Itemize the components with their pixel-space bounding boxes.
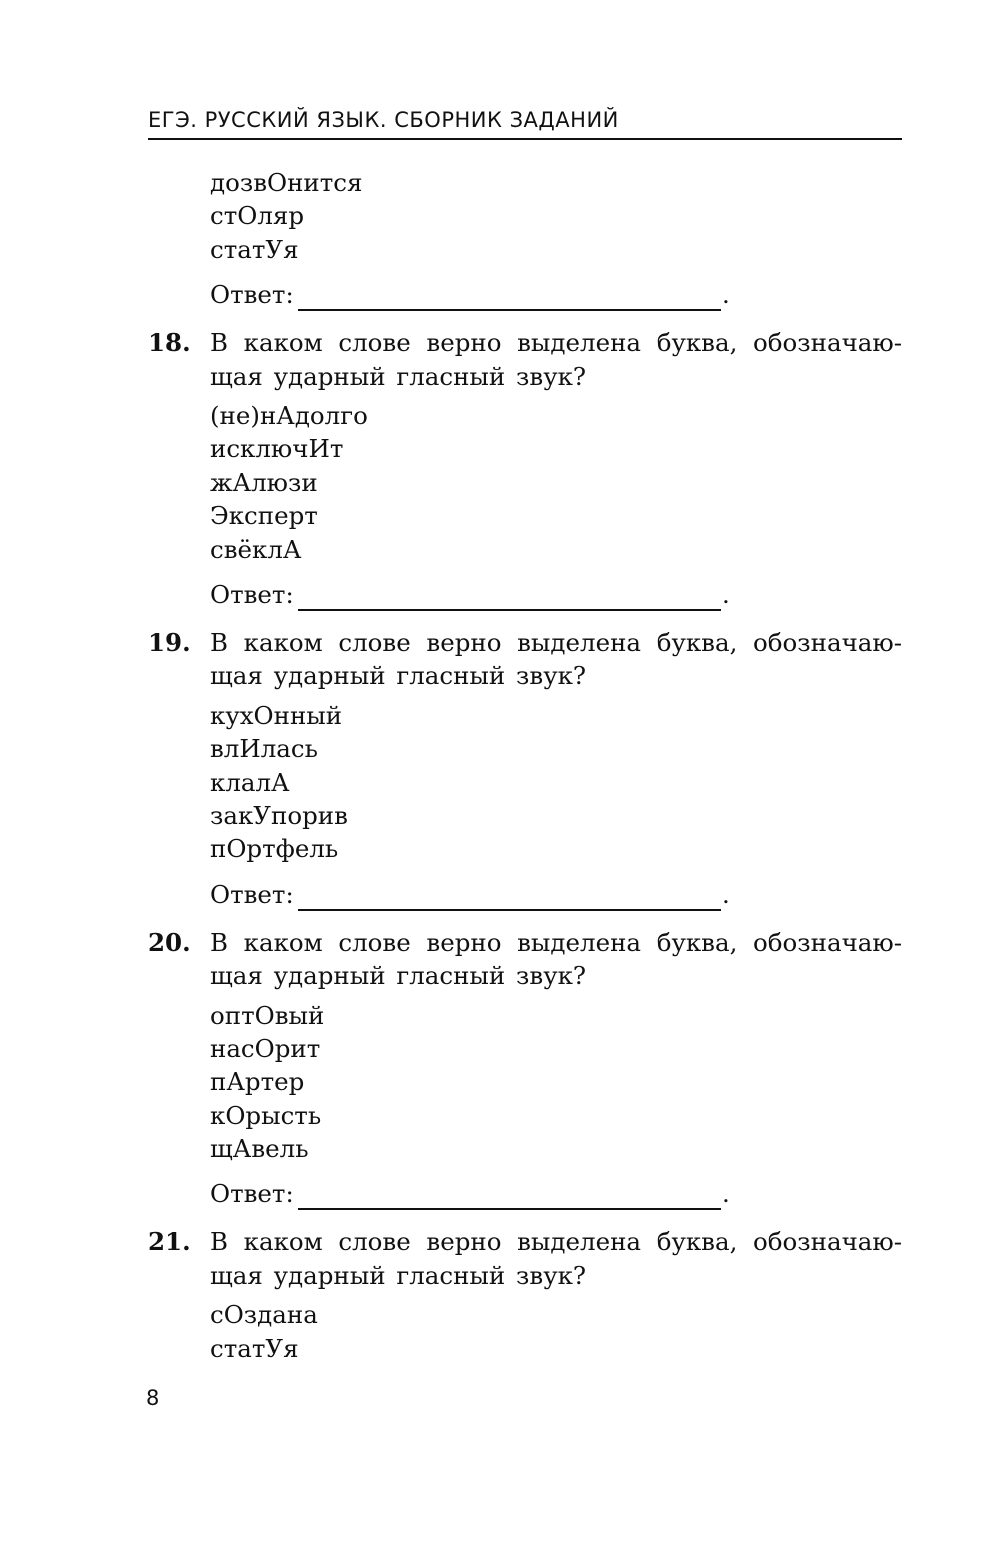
answer-blank[interactable] <box>298 909 721 911</box>
answer-row <box>148 1179 902 1209</box>
word-option: кОрысть <box>210 1100 322 1130</box>
running-header: ЕГЭ. РУССКИЙ ЯЗЫК. СБОРНИК ЗАДАНИЙ <box>148 108 619 132</box>
word-option: свёклА <box>210 534 302 564</box>
answer-label: Ответ: <box>210 1179 294 1209</box>
task-number: 19. <box>148 627 191 657</box>
answer-period: . <box>722 280 730 310</box>
task-18 <box>148 326 902 610</box>
answer-row <box>148 280 902 310</box>
task-19 <box>148 626 902 910</box>
task-number: 21. <box>148 1227 191 1257</box>
page-content <box>148 166 902 1365</box>
word-option: стОляр <box>210 201 305 231</box>
word-option: исключИт <box>210 434 344 464</box>
answer-blank[interactable] <box>298 1208 721 1210</box>
task-question: В каком слове верно выделена буква, обозначаю- щая ударный гласный звук? <box>210 627 902 691</box>
word-option: Эксперт <box>210 501 318 531</box>
task-number: 20. <box>148 927 191 957</box>
word-option: статУя <box>210 234 299 264</box>
answer-label: Ответ: <box>210 280 294 310</box>
answer-row <box>148 880 902 910</box>
page-number: 8 <box>146 1386 160 1410</box>
task-number: 18. <box>148 328 191 358</box>
task-question: В каком слове верно выделена буква, обозначаю- щая ударный гласный звук? <box>210 1227 902 1290</box>
word-option: закУпорив <box>210 800 348 830</box>
word-option: влИлась <box>210 734 318 764</box>
answer-period: . <box>722 579 730 609</box>
answer-row <box>148 580 902 610</box>
answer-label: Ответ: <box>210 879 294 909</box>
word-option: щАвель <box>210 1134 309 1164</box>
word-option: жАлюзи <box>210 467 318 497</box>
word-option: насОрит <box>210 1033 321 1063</box>
header-rule <box>148 138 902 140</box>
answer-blank[interactable] <box>298 309 721 311</box>
task-20 <box>148 926 902 1210</box>
task-question: В каком слове верно выделена буква, обозначаю- щая ударный гласный звук? <box>210 927 902 991</box>
word-option: пОртфель <box>210 834 339 864</box>
word-option: оптОвый <box>210 1000 325 1030</box>
intro-word-list <box>148 166 902 266</box>
answer-label: Ответ: <box>210 579 294 609</box>
word-option: сОздана <box>210 1300 318 1330</box>
task-21 <box>148 1225 902 1365</box>
word-option: статУя <box>210 1333 299 1363</box>
task-question: В каком слове верно выделена буква, обозначаю- щая ударный гласный звук? <box>210 328 902 391</box>
answer-blank[interactable] <box>298 609 721 611</box>
answer-period: . <box>722 1179 730 1209</box>
word-option: клалА <box>210 767 290 797</box>
word-option: кухОнный <box>210 700 343 730</box>
word-option: (не)нАдолго <box>210 400 368 430</box>
word-option: дозвОнится <box>210 168 363 197</box>
answer-period: . <box>722 879 730 909</box>
word-option: пАртер <box>210 1067 305 1097</box>
